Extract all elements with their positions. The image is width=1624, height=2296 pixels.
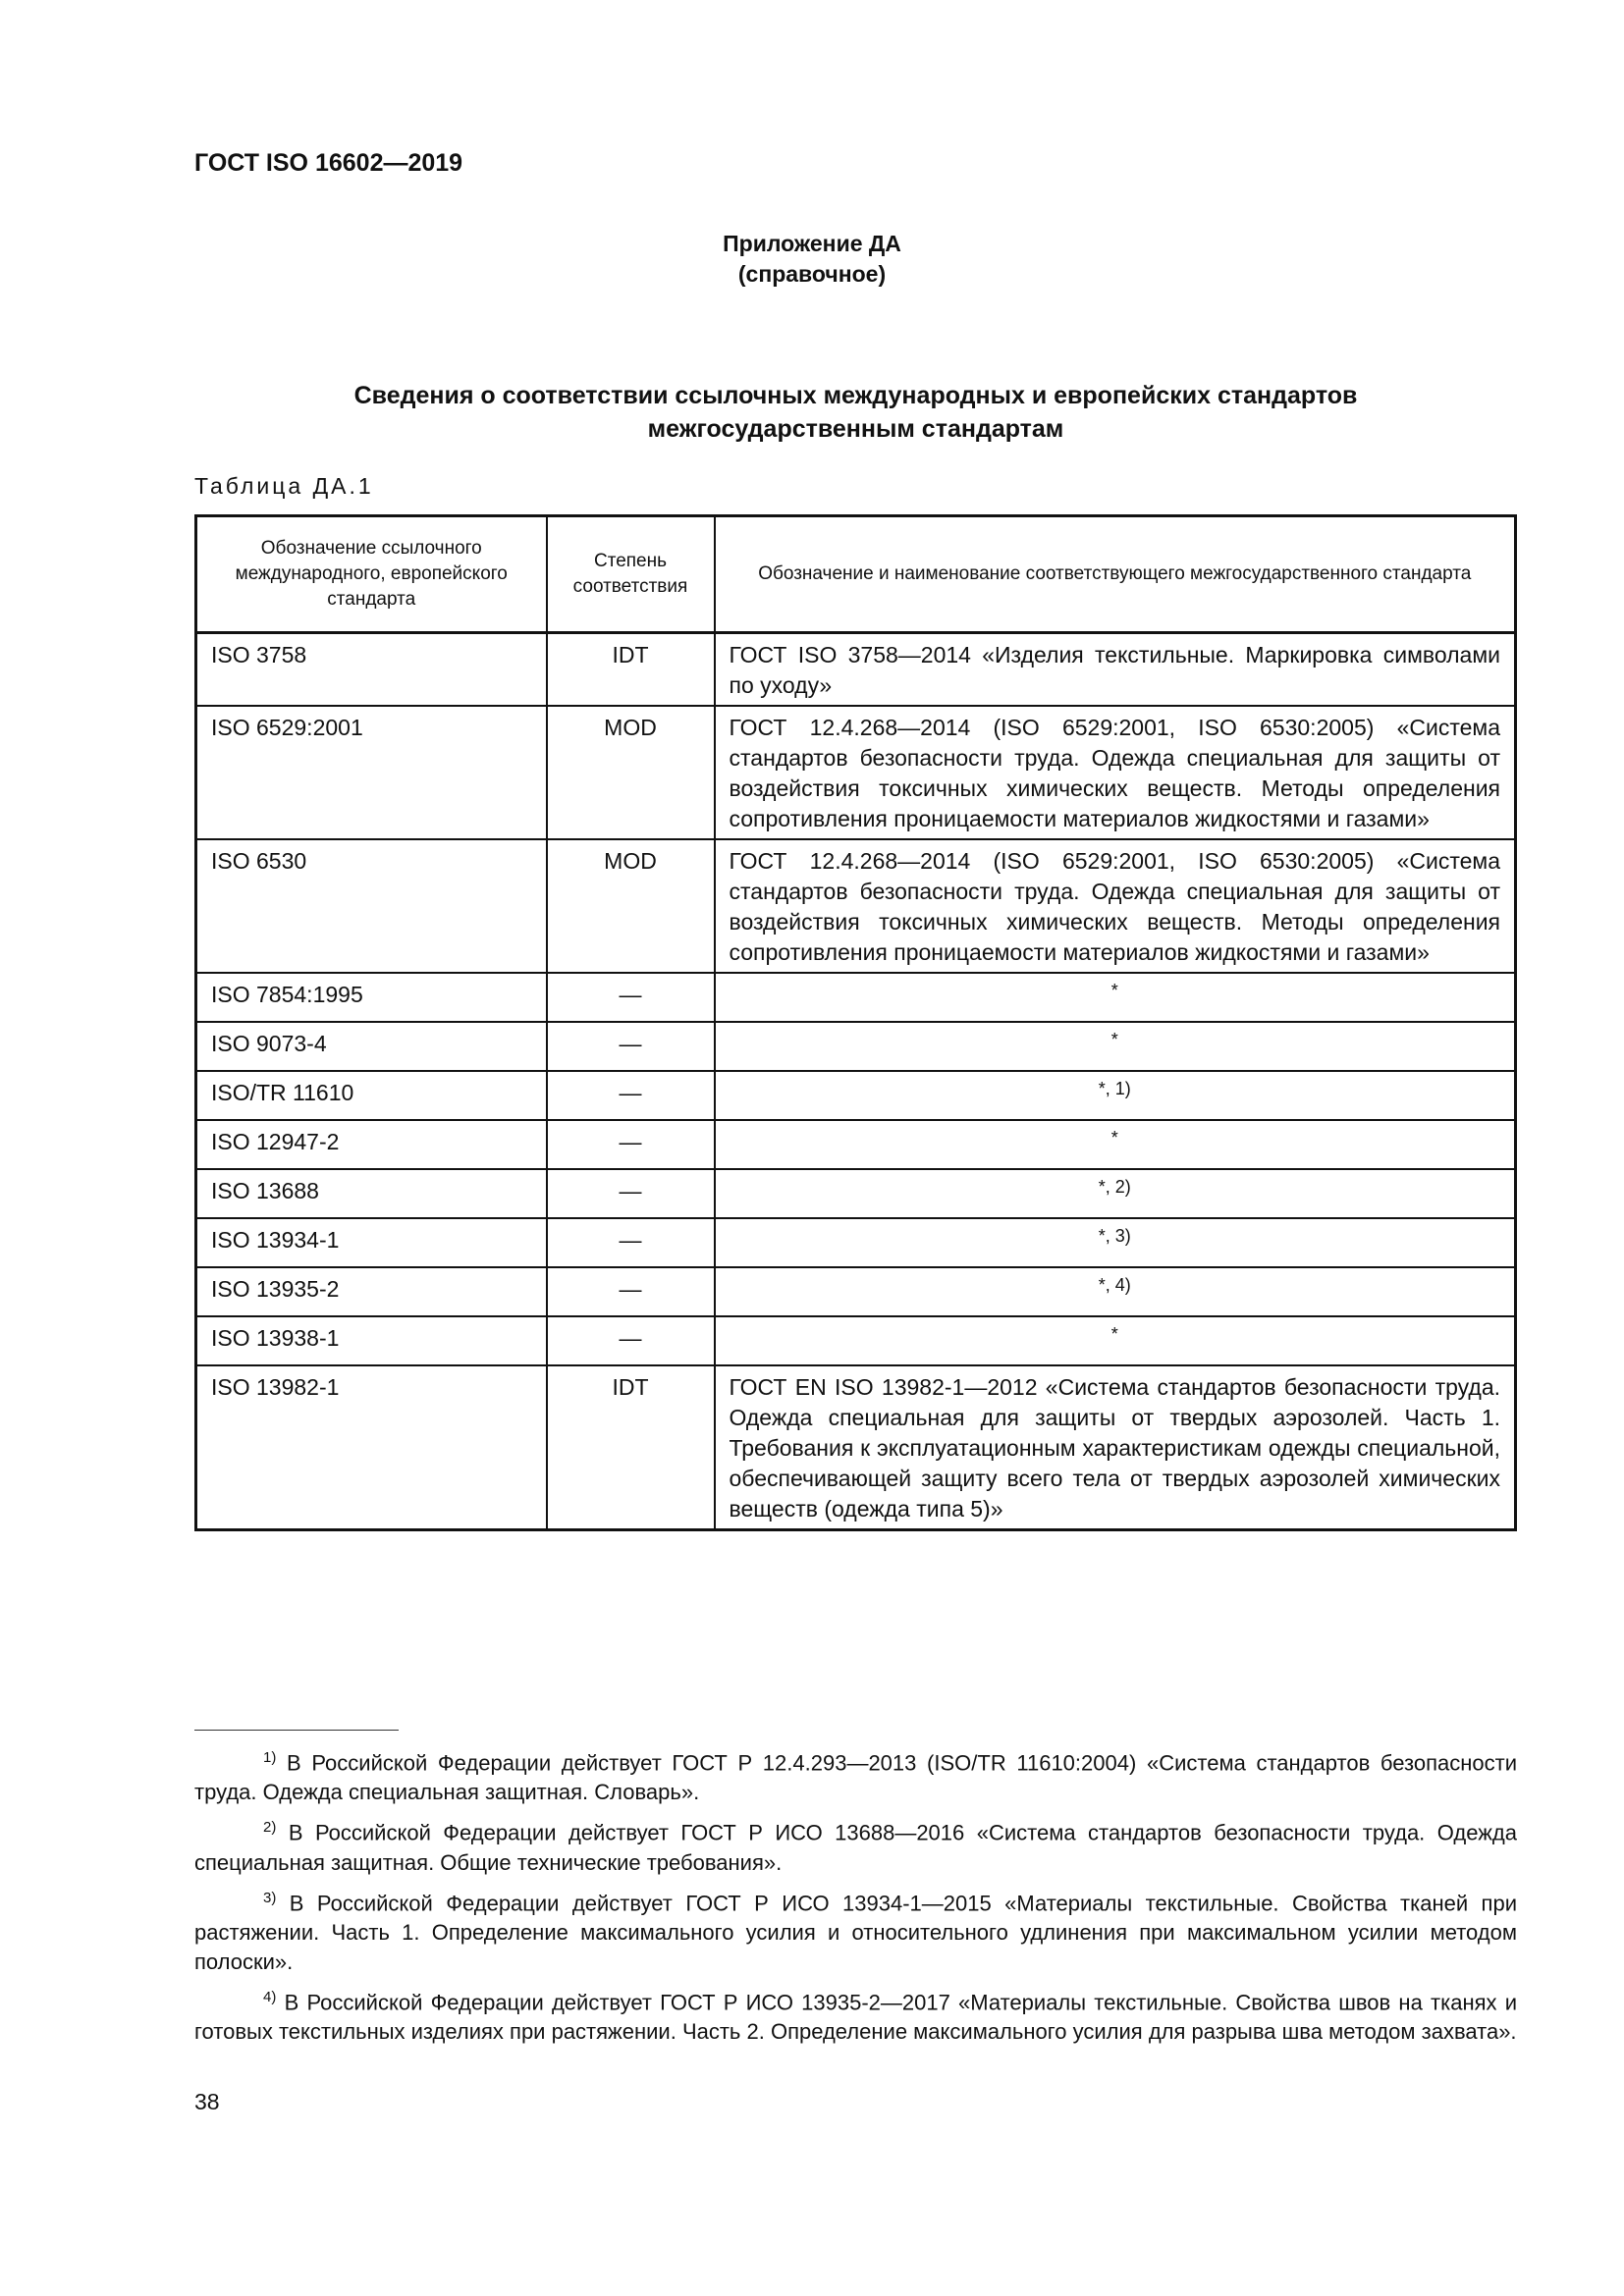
ref-standard-cell: ISO/TR 11610 [196, 1071, 547, 1120]
degree-cell: MOD [547, 839, 715, 973]
footnote-4 [194, 1983, 1517, 2047]
ref-standard-cell: ISO 13938-1 [196, 1316, 547, 1365]
degree-cell: — [547, 1120, 715, 1169]
table-row [196, 633, 1516, 707]
degree-cell: — [547, 1022, 715, 1071]
degree-cell: MOD [547, 706, 715, 839]
footnote-text: В Российской Федерации действует ГОСТ Р ИСО 13935-2—2017 «Материалы текстильные. Свойства швов на тканях и готовых текстильных изделиях при растяжении. Часть 2. Определение максимального усилия для разрыва шва методом захвата». [194, 1990, 1517, 2045]
footnote-divider [194, 1730, 399, 1731]
degree-cell: IDT [547, 1365, 715, 1530]
footnote-text: В Российской Федерации действует ГОСТ Р ИСО 13688—2016 «Система стандартов безопасности труда. Одежда специальная защитная. Общие технические требования». [194, 1820, 1517, 1875]
national-standard-cell: * [715, 1120, 1516, 1169]
table-row [196, 706, 1516, 839]
national-standard-cell: * [715, 973, 1516, 1022]
document-code: ГОСТ ISO 16602—2019 [194, 149, 463, 177]
national-standard-cell: *, 3) [715, 1218, 1516, 1267]
table-row [196, 1267, 1516, 1316]
table-header-row [196, 516, 1516, 633]
degree-cell: — [547, 1316, 715, 1365]
table-row [196, 1316, 1516, 1365]
ref-standard-cell: ISO 3758 [196, 633, 547, 707]
degree-cell: — [547, 1218, 715, 1267]
header-degree: Степень соответствия [547, 516, 715, 633]
national-standard-cell: *, 1) [715, 1071, 1516, 1120]
table-row [196, 1120, 1516, 1169]
ref-standard-cell: ISO 7854:1995 [196, 973, 547, 1022]
degree-cell: — [547, 1267, 715, 1316]
appendix-title: Приложение ДА [723, 231, 901, 256]
header-national-standard: Обозначение и наименование соответствующего межгосударственного стандарта [715, 516, 1516, 633]
ref-standard-cell: ISO 13688 [196, 1169, 547, 1218]
section-title-line1: Сведения о соответствии ссылочных международных и европейских стандартов [353, 382, 1358, 409]
degree-cell: IDT [547, 633, 715, 707]
ref-standard-cell: ISO 13934-1 [196, 1218, 547, 1267]
footnotes [194, 1743, 1517, 2053]
appendix-type: (справочное) [737, 261, 887, 287]
page-number: 38 [194, 2089, 220, 2114]
footnote-1 [194, 1743, 1517, 1807]
ref-standard-cell: ISO 6530 [196, 839, 547, 973]
ref-standard-cell: ISO 9073-4 [196, 1022, 547, 1071]
degree-cell: — [547, 973, 715, 1022]
footnote-text: В Российской Федерации действует ГОСТ Р 12.4.293—2013 (ISO/TR 11610:2004) «Система стандартов безопасности труда. Одежда специальная защитная. Словарь». [194, 1750, 1517, 1805]
degree-cell: — [547, 1071, 715, 1120]
footnote-3 [194, 1884, 1517, 1977]
footnote-2 [194, 1813, 1517, 1877]
national-standard-cell: ГОСТ 12.4.268—2014 (ISO 6529:2001, ISO 6530:2005) «Система стандартов безопасности труда. Одежда специальная для защиты от воздействия токсичных химических веществ. Методы определения сопротивления проницаемости материалов жидкостями и газами» [715, 706, 1516, 839]
ref-standard-cell: ISO 6529:2001 [196, 706, 547, 839]
degree-cell: — [547, 1169, 715, 1218]
table-row [196, 1218, 1516, 1267]
footnote-mark: 3) [263, 1889, 277, 1906]
footnote-text: В Российской Федерации действует ГОСТ Р ИСО 13934-1—2015 «Материалы текстильные. Свойства тканей при растяжении. Часть 1. Определение максимального усилия и относительного удлинения при максимальном усилии методом полоски». [194, 1890, 1517, 1974]
national-standard-cell: *, 2) [715, 1169, 1516, 1218]
footnote-mark: 1) [263, 1749, 277, 1766]
table-row [196, 973, 1516, 1022]
table-label: Таблица ДА.1 [194, 473, 374, 499]
ref-standard-cell: ISO 12947-2 [196, 1120, 547, 1169]
national-standard-cell: *, 4) [715, 1267, 1516, 1316]
footnote-mark: 2) [263, 1819, 277, 1837]
table-row [196, 1071, 1516, 1120]
footnote-mark: 4) [263, 1988, 277, 2005]
table-row [196, 1169, 1516, 1218]
header-ref-standard: Обозначение ссылочного международного, европейского стандарта [196, 516, 547, 633]
correspondence-table [194, 514, 1517, 1531]
national-standard-cell: ГОСТ ISO 3758—2014 «Изделия текстильные. Маркировка символами по уходу» [715, 633, 1516, 707]
table-row [196, 1365, 1516, 1530]
national-standard-cell: * [715, 1022, 1516, 1071]
national-standard-cell: ГОСТ EN ISO 13982-1—2012 «Система стандартов безопасности труда. Одежда специальная для защиты от твердых аэрозолей. Часть 1. Требования к эксплуатационным характеристикам одежды специальной, обеспечивающей защиту всего тела от твердых аэрозолей химических веществ (одежда типа 5)» [715, 1365, 1516, 1530]
national-standard-cell: ГОСТ 12.4.268—2014 (ISO 6529:2001, ISO 6530:2005) «Система стандартов безопасности труда. Одежда специальная для защиты от воздействия токсичных химических веществ. Методы определения сопротивления проницаемости материалов жидкостями и газами» [715, 839, 1516, 973]
table-row [196, 839, 1516, 973]
section-title-line2: межгосударственным стандартам [647, 415, 1064, 443]
ref-standard-cell: ISO 13982-1 [196, 1365, 547, 1530]
table-row [196, 1022, 1516, 1071]
national-standard-cell: * [715, 1316, 1516, 1365]
ref-standard-cell: ISO 13935-2 [196, 1267, 547, 1316]
